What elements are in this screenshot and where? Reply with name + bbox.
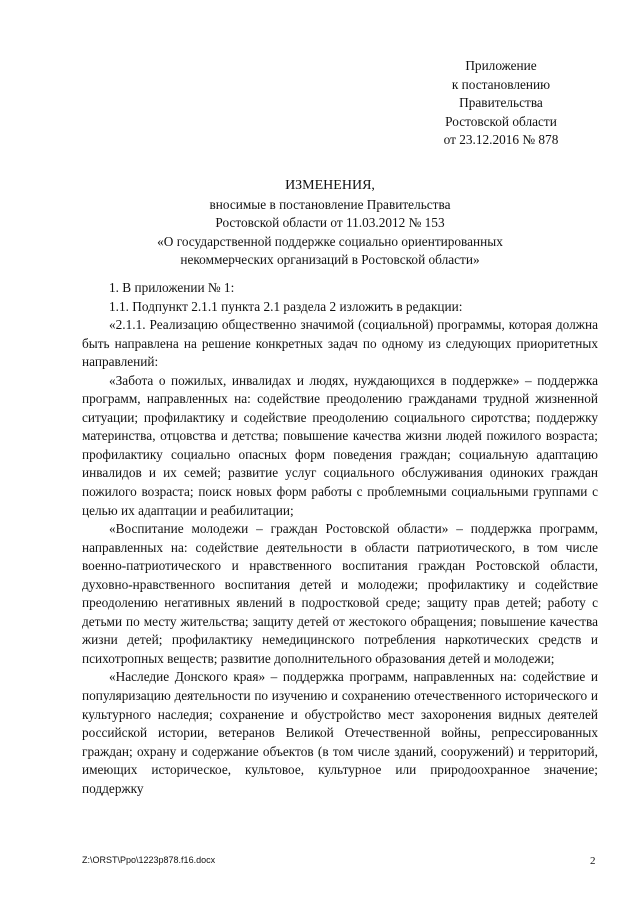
document-heading	[80, 177, 580, 270]
document-title: ИЗМЕНЕНИЯ,	[285, 178, 375, 193]
document-body	[82, 279, 598, 798]
paragraph-youth-education: «Воспитание молодежи – граждан Ростовской области» – поддержка программ, направленных на: содействие деятельности в области патриотического, в том числе военно-патриотического и нравственного воспитания граждан Ростовской области, духовно-нравственного воспитания детей и молодежи; профилактику и содействие преодолению негативных явлений в подростковой среде; защиту прав детей; работу с детьми по месту жительства; защиту детей от жестокого обращения; повышение качества жизни детей; профилактику немедицинского потребления наркотических средств и психотропных веществ; развитие дополнительного образования детей и молодежи;	[82, 521, 598, 666]
paragraph-don-heritage: «Наследие Донского края» – поддержка программ, направленных на: содействие и популяризацию деятельности по изучению и сохранению отечественного исторического и культурного наследия; сохранение и обустройство мест захоронения видных деятелей российской истории, ветеранов Великой Отечественной войны, репрессированных граждан; охрану и содержание объектов (в том числе зданий, сооружений) и территорий, имеющих историческое, культовое, культурное или природоохранное значение; поддержку	[82, 669, 598, 796]
appendix-line: Ростовской области	[445, 113, 557, 129]
paragraph-subitem-1-1: 1.1. Подпункт 2.1.1 пункта 2.1 раздела 2 изложить в редакции:	[109, 298, 463, 314]
footer-file-path: Z:\ORST\Ppo\1223p878.f16.docx	[82, 855, 216, 865]
paragraph-care-elderly: «Забота о пожилых, инвалидах и людях, нуждающихся в поддержке» – поддержка программ, направленных на: содействие преодолению гражданами трудной жизненной ситуации; профилактику и содействие преодолению социального сиротства; поддержку материнства, отцовства и детства; повышение качества жизни людей пожилого возраста; профилактику социально опасных форм поведения граждан; социальную адаптацию инвалидов и их семей; развитие услуг социального обслуживания одиноких граждан пожилого возраста; поиск новых форм работы с проблемными социальными группами с целью их адаптации и реабилитации;	[82, 372, 598, 518]
heading-line: вносимые в постановление Правительства	[209, 196, 451, 212]
heading-line: «О государственной поддержке социально ориентированных	[157, 233, 503, 249]
page-number: 2	[590, 855, 596, 867]
appendix-line: Правительства	[459, 95, 543, 111]
appendix-line: от 23.12.2016 № 878	[443, 132, 559, 148]
heading-line: некоммерческих организаций в Ростовской области»	[180, 252, 480, 268]
appendix-line: к постановлению	[451, 76, 551, 92]
appendix-line: Приложение	[465, 58, 537, 73]
heading-line: Ростовской области от 11.03.2012 № 153	[215, 215, 445, 231]
appendix-block	[402, 57, 600, 150]
paragraph-item-1: 1. В приложении № 1:	[109, 280, 235, 295]
paragraph-2-1-1: «2.1.1. Реализацию общественно значимой (социальной) программы, которая должна быть направлена на решение конкретных задач по одному из следующих приоритетных направлений:	[82, 317, 598, 370]
